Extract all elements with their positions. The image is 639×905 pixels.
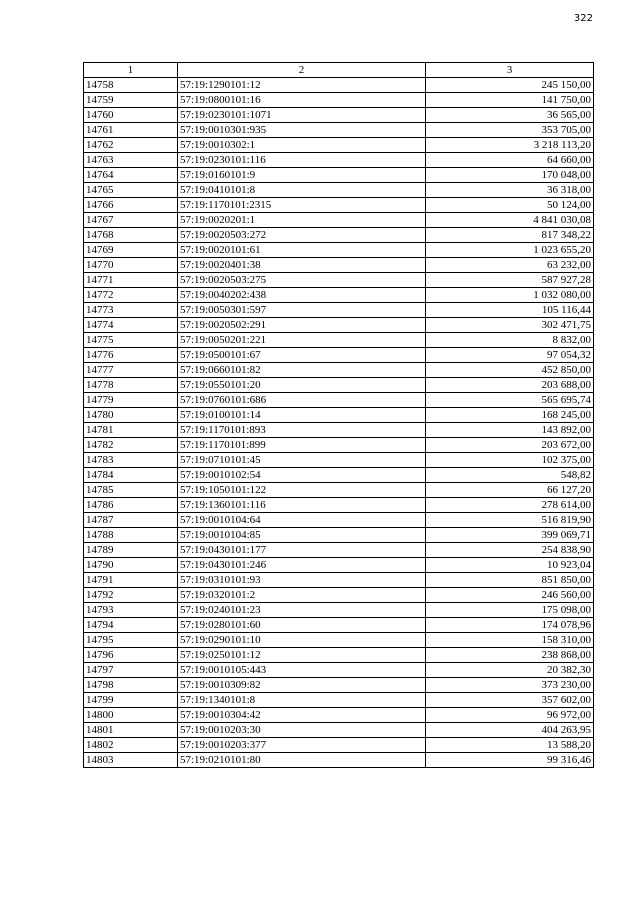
table-row bbox=[84, 423, 594, 438]
cadastral-number-cell: 57:19:0660101:82 bbox=[178, 363, 426, 378]
cadastral-number-cell: 57:19:0100101:14 bbox=[178, 408, 426, 423]
value-cell: 246 560,00 bbox=[426, 588, 594, 603]
value-cell: 20 382,30 bbox=[426, 663, 594, 678]
row-number-cell: 14785 bbox=[84, 483, 178, 498]
column-header-2: 2 bbox=[178, 63, 426, 78]
cadastral-value-table bbox=[83, 62, 594, 768]
value-cell: 1 023 655,20 bbox=[426, 243, 594, 258]
row-number-cell: 14761 bbox=[84, 123, 178, 138]
row-number-cell: 14760 bbox=[84, 108, 178, 123]
table-row bbox=[84, 453, 594, 468]
value-cell: 174 078,96 bbox=[426, 618, 594, 633]
value-cell: 36 565,00 bbox=[426, 108, 594, 123]
cadastral-number-cell: 57:19:0160101:9 bbox=[178, 168, 426, 183]
row-number-cell: 14768 bbox=[84, 228, 178, 243]
table-row bbox=[84, 153, 594, 168]
table-row bbox=[84, 678, 594, 693]
row-number-cell: 14797 bbox=[84, 663, 178, 678]
cadastral-number-cell: 57:19:0280101:60 bbox=[178, 618, 426, 633]
value-cell: 105 116,44 bbox=[426, 303, 594, 318]
table-row bbox=[84, 633, 594, 648]
table-row bbox=[84, 483, 594, 498]
cadastral-number-cell: 57:19:1170101:899 bbox=[178, 438, 426, 453]
column-header-1: 1 bbox=[84, 63, 178, 78]
table-row bbox=[84, 303, 594, 318]
table-row bbox=[84, 78, 594, 93]
cadastral-number-cell: 57:19:0430101:246 bbox=[178, 558, 426, 573]
value-cell: 141 750,00 bbox=[426, 93, 594, 108]
row-number-cell: 14775 bbox=[84, 333, 178, 348]
value-cell: 404 263,95 bbox=[426, 723, 594, 738]
table-row bbox=[84, 438, 594, 453]
row-number-cell: 14801 bbox=[84, 723, 178, 738]
row-number-cell: 14794 bbox=[84, 618, 178, 633]
row-number-cell: 14786 bbox=[84, 498, 178, 513]
cadastral-number-cell: 57:19:0050201:221 bbox=[178, 333, 426, 348]
cadastral-number-cell: 57:19:0550101:20 bbox=[178, 378, 426, 393]
cadastral-number-cell: 57:19:0010302:1 bbox=[178, 138, 426, 153]
value-cell: 203 672,00 bbox=[426, 438, 594, 453]
page-number: 322 bbox=[573, 13, 593, 24]
row-number-cell: 14800 bbox=[84, 708, 178, 723]
table-row bbox=[84, 513, 594, 528]
cadastral-number-cell: 57:19:1050101:122 bbox=[178, 483, 426, 498]
row-number-cell: 14792 bbox=[84, 588, 178, 603]
table-body bbox=[84, 78, 594, 768]
row-number-cell: 14779 bbox=[84, 393, 178, 408]
value-cell: 66 127,20 bbox=[426, 483, 594, 498]
cadastral-number-cell: 57:19:0020502:291 bbox=[178, 318, 426, 333]
row-number-cell: 14773 bbox=[84, 303, 178, 318]
value-cell: 13 588,20 bbox=[426, 738, 594, 753]
cadastral-number-cell: 57:19:0010102:54 bbox=[178, 468, 426, 483]
cadastral-number-cell: 57:19:0310101:93 bbox=[178, 573, 426, 588]
table-row bbox=[84, 468, 594, 483]
value-cell: 516 819,90 bbox=[426, 513, 594, 528]
row-number-cell: 14784 bbox=[84, 468, 178, 483]
cadastral-number-cell: 57:19:0230101:116 bbox=[178, 153, 426, 168]
row-number-cell: 14769 bbox=[84, 243, 178, 258]
table-row bbox=[84, 573, 594, 588]
table-row bbox=[84, 618, 594, 633]
table-row bbox=[84, 363, 594, 378]
row-number-cell: 14759 bbox=[84, 93, 178, 108]
table-row bbox=[84, 273, 594, 288]
cadastral-number-cell: 57:19:0800101:16 bbox=[178, 93, 426, 108]
row-number-cell: 14799 bbox=[84, 693, 178, 708]
value-cell: 817 348,22 bbox=[426, 228, 594, 243]
value-cell: 373 230,00 bbox=[426, 678, 594, 693]
table-row bbox=[84, 243, 594, 258]
table-row bbox=[84, 663, 594, 678]
row-number-cell: 14766 bbox=[84, 198, 178, 213]
cadastral-number-cell: 57:19:0210101:80 bbox=[178, 753, 426, 768]
value-cell: 4 841 030,08 bbox=[426, 213, 594, 228]
row-number-cell: 14803 bbox=[84, 753, 178, 768]
cadastral-number-cell: 57:19:0760101:686 bbox=[178, 393, 426, 408]
value-cell: 399 069,71 bbox=[426, 528, 594, 543]
table-row bbox=[84, 318, 594, 333]
value-cell: 1 032 080,00 bbox=[426, 288, 594, 303]
table-row bbox=[84, 723, 594, 738]
row-number-cell: 14772 bbox=[84, 288, 178, 303]
row-number-cell: 14791 bbox=[84, 573, 178, 588]
row-number-cell: 14763 bbox=[84, 153, 178, 168]
cadastral-number-cell: 57:19:0020201:1 bbox=[178, 213, 426, 228]
value-cell: 565 695,74 bbox=[426, 393, 594, 408]
row-number-cell: 14793 bbox=[84, 603, 178, 618]
table-row bbox=[84, 588, 594, 603]
table-row bbox=[84, 93, 594, 108]
table-row bbox=[84, 498, 594, 513]
row-number-cell: 14764 bbox=[84, 168, 178, 183]
value-cell: 3 218 113,20 bbox=[426, 138, 594, 153]
row-number-cell: 14798 bbox=[84, 678, 178, 693]
table-row bbox=[84, 213, 594, 228]
cadastral-number-cell: 57:19:0500101:67 bbox=[178, 348, 426, 363]
cadastral-number-cell: 57:19:0040202:438 bbox=[178, 288, 426, 303]
table-row bbox=[84, 168, 594, 183]
column-header-3: 3 bbox=[426, 63, 594, 78]
value-cell: 96 972,00 bbox=[426, 708, 594, 723]
row-number-cell: 14795 bbox=[84, 633, 178, 648]
row-number-cell: 14778 bbox=[84, 378, 178, 393]
table-row bbox=[84, 123, 594, 138]
value-cell: 102 375,00 bbox=[426, 453, 594, 468]
value-cell: 97 054,32 bbox=[426, 348, 594, 363]
cadastral-number-cell: 57:19:1340101:8 bbox=[178, 693, 426, 708]
cadastral-number-cell: 57:19:0710101:45 bbox=[178, 453, 426, 468]
cadastral-number-cell: 57:19:0250101:12 bbox=[178, 648, 426, 663]
row-number-cell: 14788 bbox=[84, 528, 178, 543]
table-row bbox=[84, 228, 594, 243]
row-number-cell: 14781 bbox=[84, 423, 178, 438]
value-cell: 353 705,00 bbox=[426, 123, 594, 138]
cadastral-number-cell: 57:19:1170101:893 bbox=[178, 423, 426, 438]
value-cell: 99 316,46 bbox=[426, 753, 594, 768]
value-cell: 158 310,00 bbox=[426, 633, 594, 648]
table-row bbox=[84, 693, 594, 708]
cadastral-number-cell: 57:19:1170101:2315 bbox=[178, 198, 426, 213]
cadastral-number-cell: 57:19:0010304:42 bbox=[178, 708, 426, 723]
table-header-row bbox=[84, 63, 594, 78]
value-cell: 175 098,00 bbox=[426, 603, 594, 618]
value-cell: 64 660,00 bbox=[426, 153, 594, 168]
value-cell: 302 471,75 bbox=[426, 318, 594, 333]
row-number-cell: 14787 bbox=[84, 513, 178, 528]
row-number-cell: 14783 bbox=[84, 453, 178, 468]
row-number-cell: 14770 bbox=[84, 258, 178, 273]
value-cell: 254 838,90 bbox=[426, 543, 594, 558]
table-row bbox=[84, 738, 594, 753]
value-cell: 587 927,28 bbox=[426, 273, 594, 288]
table-row bbox=[84, 528, 594, 543]
table-row bbox=[84, 108, 594, 123]
table-row bbox=[84, 543, 594, 558]
table-row bbox=[84, 138, 594, 153]
cadastral-number-cell: 57:19:0240101:23 bbox=[178, 603, 426, 618]
table-row bbox=[84, 258, 594, 273]
row-number-cell: 14802 bbox=[84, 738, 178, 753]
table-row bbox=[84, 408, 594, 423]
value-cell: 357 602,00 bbox=[426, 693, 594, 708]
table-row bbox=[84, 183, 594, 198]
value-cell: 36 318,00 bbox=[426, 183, 594, 198]
table-row bbox=[84, 288, 594, 303]
table-row bbox=[84, 648, 594, 663]
value-cell: 50 124,00 bbox=[426, 198, 594, 213]
row-number-cell: 14782 bbox=[84, 438, 178, 453]
cadastral-number-cell: 57:19:0020101:61 bbox=[178, 243, 426, 258]
cadastral-number-cell: 57:19:0050301:597 bbox=[178, 303, 426, 318]
value-cell: 143 892,00 bbox=[426, 423, 594, 438]
table-row bbox=[84, 558, 594, 573]
row-number-cell: 14796 bbox=[84, 648, 178, 663]
cadastral-number-cell: 57:19:0020401:38 bbox=[178, 258, 426, 273]
row-number-cell: 14771 bbox=[84, 273, 178, 288]
value-cell: 238 868,00 bbox=[426, 648, 594, 663]
table-row bbox=[84, 333, 594, 348]
cadastral-number-cell: 57:19:0290101:10 bbox=[178, 633, 426, 648]
value-cell: 452 850,00 bbox=[426, 363, 594, 378]
table-row bbox=[84, 378, 594, 393]
cadastral-number-cell: 57:19:0010104:85 bbox=[178, 528, 426, 543]
value-cell: 168 245,00 bbox=[426, 408, 594, 423]
value-cell: 8 832,00 bbox=[426, 333, 594, 348]
value-cell: 851 850,00 bbox=[426, 573, 594, 588]
row-number-cell: 14790 bbox=[84, 558, 178, 573]
table-row bbox=[84, 708, 594, 723]
cadastral-number-cell: 57:19:0010104:64 bbox=[178, 513, 426, 528]
table-row bbox=[84, 348, 594, 363]
value-cell: 278 614,00 bbox=[426, 498, 594, 513]
row-number-cell: 14789 bbox=[84, 543, 178, 558]
value-cell: 203 688,00 bbox=[426, 378, 594, 393]
cadastral-number-cell: 57:19:1290101:12 bbox=[178, 78, 426, 93]
value-cell: 245 150,00 bbox=[426, 78, 594, 93]
cadastral-number-cell: 57:19:0230101:1071 bbox=[178, 108, 426, 123]
row-number-cell: 14776 bbox=[84, 348, 178, 363]
table-row bbox=[84, 198, 594, 213]
row-number-cell: 14774 bbox=[84, 318, 178, 333]
row-number-cell: 14758 bbox=[84, 78, 178, 93]
value-cell: 170 048,00 bbox=[426, 168, 594, 183]
value-cell: 10 923,04 bbox=[426, 558, 594, 573]
cadastral-number-cell: 57:19:0430101:177 bbox=[178, 543, 426, 558]
row-number-cell: 14777 bbox=[84, 363, 178, 378]
cadastral-number-cell: 57:19:0020503:272 bbox=[178, 228, 426, 243]
table-row bbox=[84, 393, 594, 408]
cadastral-number-cell: 57:19:0010309:82 bbox=[178, 678, 426, 693]
value-cell: 548,82 bbox=[426, 468, 594, 483]
row-number-cell: 14780 bbox=[84, 408, 178, 423]
cadastral-number-cell: 57:19:0410101:8 bbox=[178, 183, 426, 198]
value-cell: 63 232,00 bbox=[426, 258, 594, 273]
table-row bbox=[84, 753, 594, 768]
row-number-cell: 14765 bbox=[84, 183, 178, 198]
cadastral-number-cell: 57:19:0010203:377 bbox=[178, 738, 426, 753]
row-number-cell: 14767 bbox=[84, 213, 178, 228]
cadastral-number-cell: 57:19:0020503:275 bbox=[178, 273, 426, 288]
cadastral-number-cell: 57:19:0010203:30 bbox=[178, 723, 426, 738]
row-number-cell: 14762 bbox=[84, 138, 178, 153]
cadastral-number-cell: 57:19:0010301:935 bbox=[178, 123, 426, 138]
cadastral-number-cell: 57:19:0010105:443 bbox=[178, 663, 426, 678]
cadastral-number-cell: 57:19:1360101:116 bbox=[178, 498, 426, 513]
cadastral-number-cell: 57:19:0320101:2 bbox=[178, 588, 426, 603]
table-row bbox=[84, 603, 594, 618]
